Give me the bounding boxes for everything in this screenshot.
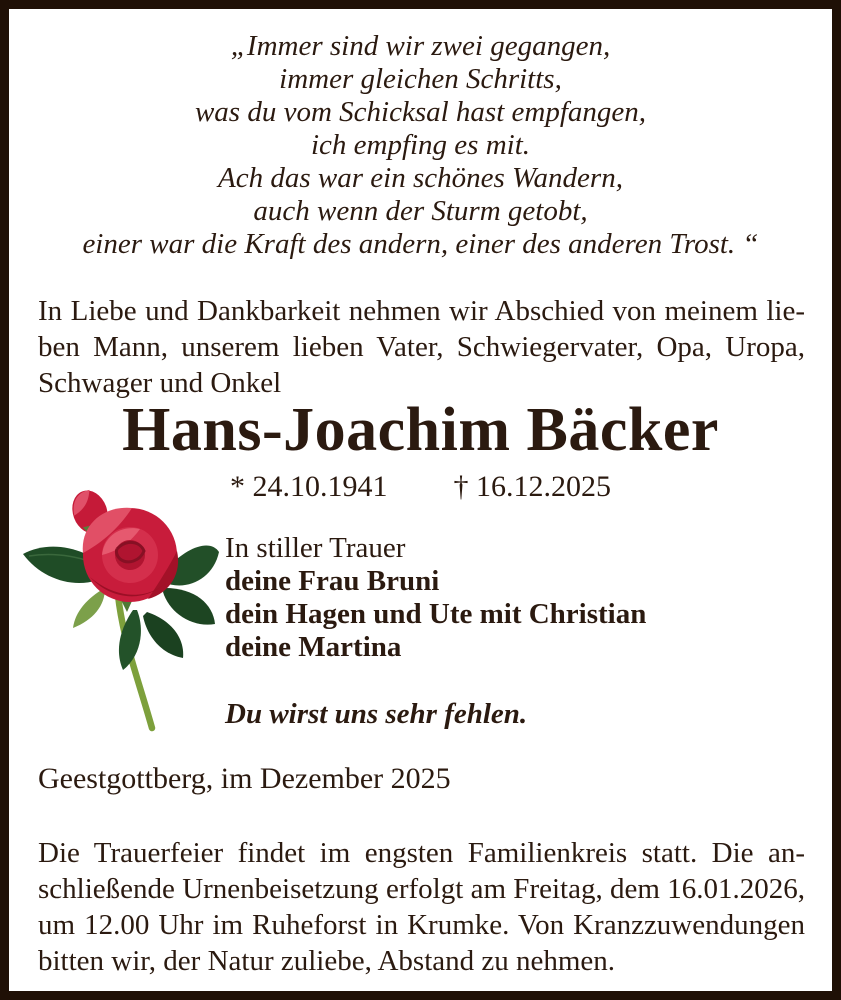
poem-line: ich empfing es mit. xyxy=(310,129,531,161)
location-date-line: Geestgottberg, im Dezember 2025 xyxy=(38,762,451,795)
mourning-block xyxy=(225,532,646,664)
intro-line: In Liebe und Dankbarkeit nehmen wir Abschied von meinem lie- xyxy=(38,295,805,327)
mourner-name: deine Frau Bruni xyxy=(225,565,440,597)
intro-line: Schwager und Onkel xyxy=(38,367,282,399)
rose-image xyxy=(15,460,220,752)
farewell-line: Du wirst uns sehr fehlen. xyxy=(225,698,528,730)
notice-line: bitten wir, der Natur zuliebe, Abstand zu nehmen. xyxy=(38,945,616,977)
mourner-name: dein Hagen und Ute mit Christian xyxy=(225,598,647,630)
birth-date: * 24.10.1941 xyxy=(230,470,388,503)
poem-line: einer war die Kraft des andern, einer des anderen Trost. “ xyxy=(82,228,759,260)
poem-line: „Immer sind wir zwei gegangen, xyxy=(230,30,611,62)
memorial-poem xyxy=(9,30,832,261)
mourning-heading: In stiller Trauer xyxy=(225,532,406,564)
poem-line: auch wenn der Sturm getobt, xyxy=(253,195,588,227)
death-date: † 16.12.2025 xyxy=(453,470,611,503)
deceased-name: Hans-Joachim Bäcker xyxy=(122,396,719,464)
poem-line: was du vom Schicksal hast empfangen, xyxy=(194,96,647,128)
notice-line: um 12.00 Uhr im Ruheforst in Krumke. Von Kranzzuwendungen xyxy=(38,909,805,941)
rose-illustration xyxy=(15,460,220,752)
funeral-notice xyxy=(38,835,805,979)
notice-line: schließende Urnenbeisetzung erfolgt am Freitag, dem 16.01.2026, xyxy=(38,873,805,905)
poem-line: Ach das war ein schönes Wandern, xyxy=(218,162,623,194)
poem-line: immer gleichen Schritts, xyxy=(279,63,562,95)
intro-text xyxy=(38,293,805,401)
intro-line: ben Mann, unserem lieben Vater, Schwiegervater, Opa, Uropa, xyxy=(38,331,805,363)
mourner-name: deine Martina xyxy=(225,631,402,663)
notice-line: Die Trauerfeier findet im engsten Familienkreis statt. Die an- xyxy=(38,837,805,869)
